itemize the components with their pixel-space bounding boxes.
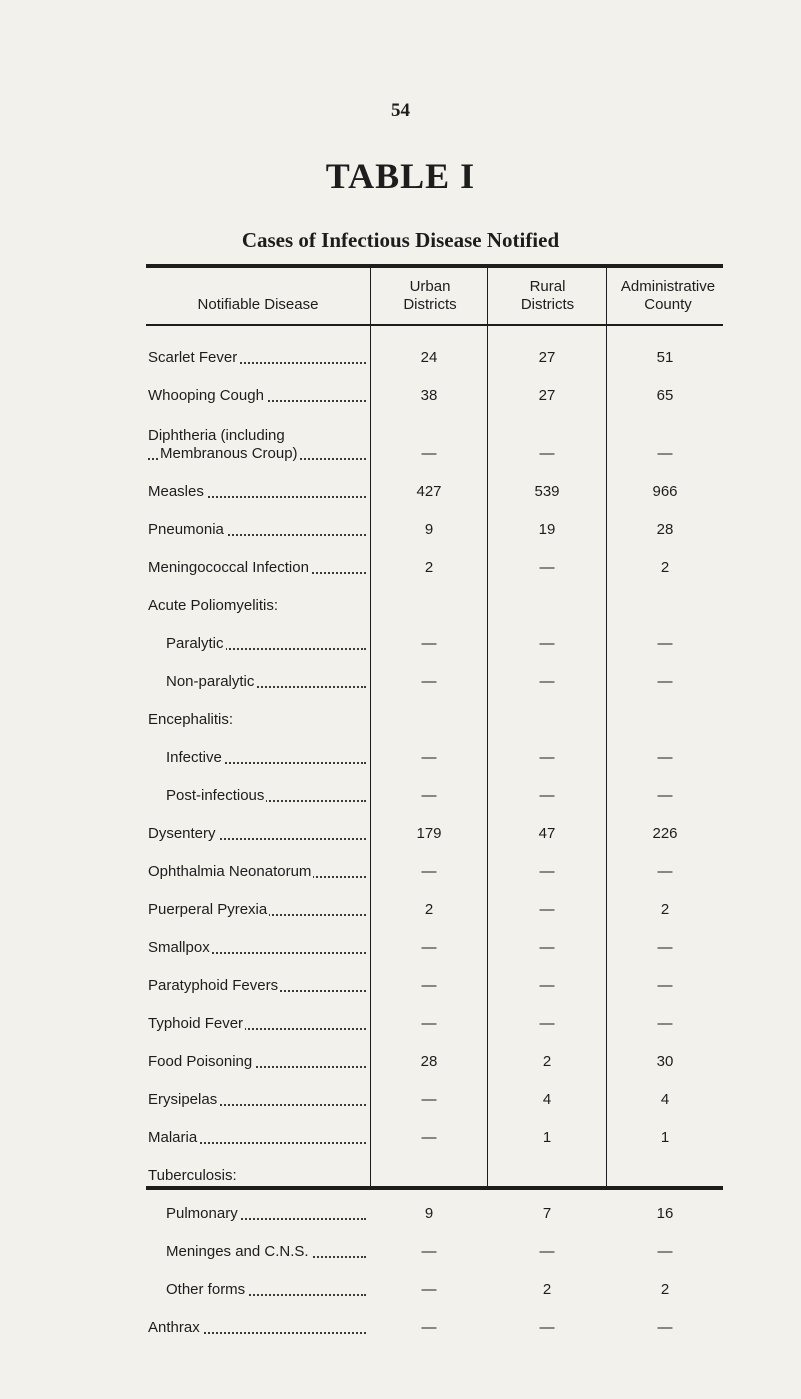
rural-value: — — [539, 673, 555, 690]
table-row — [148, 852, 723, 890]
disease-label: Anthrax — [148, 1319, 200, 1336]
urban-value: 9 — [424, 1205, 434, 1222]
rural-value: 539 — [534, 483, 560, 500]
group-heading: Acute Poliomyelitis: — [148, 597, 279, 614]
admin-county-value: 226 — [652, 825, 678, 842]
table-row — [148, 1118, 723, 1156]
urban-value: 28 — [420, 1053, 438, 1070]
admin-county-value: — — [657, 977, 673, 994]
admin-county-value: — — [657, 787, 673, 804]
table-row — [148, 548, 723, 586]
table-row — [148, 662, 723, 700]
rural-value: — — [539, 1319, 555, 1336]
disease-label: Pneumonia — [148, 521, 224, 538]
table-row — [148, 510, 723, 548]
rural-value: — — [539, 863, 555, 880]
table-row — [148, 338, 723, 376]
header-rural-line1: Rural — [529, 278, 566, 295]
header-admin-line2: County — [644, 296, 692, 313]
admin-county-value: — — [657, 635, 673, 652]
rural-value: 27 — [538, 387, 556, 404]
disease-label: Malaria — [148, 1129, 198, 1146]
admin-county-value: 65 — [656, 387, 674, 404]
rural-value: — — [539, 939, 555, 956]
rural-value: — — [539, 901, 555, 918]
disease-label: Meningococcal Infection — [148, 559, 309, 576]
admin-county-value: 4 — [660, 1091, 670, 1108]
table-row — [148, 376, 723, 414]
rural-value: 1 — [542, 1129, 552, 1146]
admin-county-value: 30 — [656, 1053, 674, 1070]
header-administrative-county — [608, 278, 728, 314]
admin-county-value: 28 — [656, 521, 674, 538]
disease-label: Post-infectious — [166, 787, 265, 804]
disease-table-body — [148, 338, 723, 1346]
header-urban-line1: Urban — [409, 278, 451, 295]
urban-value: — — [421, 939, 437, 956]
table-row — [148, 1270, 723, 1308]
table-row — [148, 890, 723, 928]
disease-label: Pulmonary — [166, 1205, 238, 1222]
table-row-heading — [148, 586, 723, 624]
table-row — [148, 414, 723, 472]
table-row-heading — [148, 700, 723, 738]
rural-value: 7 — [542, 1205, 552, 1222]
admin-county-value: — — [657, 445, 673, 462]
admin-county-value: 16 — [656, 1205, 674, 1222]
header-rural-line2: Districts — [520, 296, 575, 313]
page-number: 54 — [391, 100, 410, 121]
urban-value: — — [421, 1243, 437, 1260]
table-row — [148, 738, 723, 776]
disease-label: Typhoid Fever — [148, 1015, 244, 1032]
rural-value: 19 — [538, 521, 556, 538]
disease-label-line1: Diphtheria (including — [148, 427, 285, 444]
disease-label: Whooping Cough — [148, 387, 264, 404]
admin-county-value: — — [657, 1015, 673, 1032]
table-top-rule — [146, 264, 723, 268]
disease-label: Erysipelas — [148, 1091, 218, 1108]
header-urban-districts — [372, 278, 488, 314]
table-row — [148, 472, 723, 510]
urban-value: 427 — [416, 483, 442, 500]
admin-county-value: 2 — [660, 901, 670, 918]
rural-value: — — [539, 749, 555, 766]
table-row — [148, 1042, 723, 1080]
urban-value: 38 — [420, 387, 438, 404]
disease-label: Paratyphoid Fevers — [148, 977, 279, 994]
urban-value: — — [421, 1015, 437, 1032]
rural-value: — — [539, 445, 555, 462]
disease-label: Other forms — [166, 1281, 246, 1298]
rural-value: — — [539, 787, 555, 804]
rural-value: — — [539, 1015, 555, 1032]
table-row — [148, 928, 723, 966]
urban-value: 2 — [424, 559, 434, 576]
urban-value: 24 — [420, 349, 438, 366]
urban-value: 2 — [424, 901, 434, 918]
table-row — [148, 814, 723, 852]
urban-value: — — [421, 1129, 437, 1146]
disease-label: Smallpox — [148, 939, 210, 956]
urban-value: — — [421, 635, 437, 652]
disease-label: Food Poisoning — [148, 1053, 253, 1070]
disease-label: Non-paralytic — [166, 673, 255, 690]
urban-value: — — [421, 1319, 437, 1336]
rural-value: — — [539, 635, 555, 652]
table-row — [148, 1080, 723, 1118]
rural-value: 47 — [538, 825, 556, 842]
disease-label: Scarlet Fever — [148, 349, 238, 366]
table-row — [148, 1004, 723, 1042]
rural-value: 2 — [542, 1053, 552, 1070]
disease-label-line2: Membranous Croup) — [160, 445, 298, 462]
urban-value: — — [421, 1281, 437, 1298]
admin-county-value: 2 — [660, 559, 670, 576]
header-notifiable-disease: Notifiable Disease — [197, 296, 319, 313]
admin-county-value: — — [657, 863, 673, 880]
urban-value: 179 — [416, 825, 442, 842]
admin-county-value: — — [657, 1243, 673, 1260]
urban-value: — — [421, 977, 437, 994]
admin-county-value: — — [657, 1319, 673, 1336]
rural-value: — — [539, 1243, 555, 1260]
table-row — [148, 776, 723, 814]
urban-value: — — [421, 787, 437, 804]
admin-county-value: — — [657, 673, 673, 690]
table-row-heading — [148, 1156, 723, 1194]
urban-value: — — [421, 863, 437, 880]
admin-county-value: — — [657, 939, 673, 956]
disease-label: Dysentery — [148, 825, 216, 842]
table-row — [148, 624, 723, 662]
disease-label: Ophthalmia Neonatorum — [148, 863, 312, 880]
urban-value: — — [421, 749, 437, 766]
disease-label: Paralytic — [166, 635, 224, 652]
table-row — [148, 966, 723, 1004]
admin-county-value: 51 — [656, 349, 674, 366]
admin-county-value: 1 — [660, 1129, 670, 1146]
rural-value: 2 — [542, 1281, 552, 1298]
disease-label: Puerperal Pyrexia — [148, 901, 268, 918]
header-admin-line1: Administrative — [620, 278, 716, 295]
disease-label: Measles — [148, 483, 204, 500]
rural-value: 27 — [538, 349, 556, 366]
urban-value: 9 — [424, 521, 434, 538]
admin-county-value: 966 — [652, 483, 678, 500]
disease-label: Meninges and C.N.S. — [166, 1243, 309, 1260]
disease-label: Infective — [166, 749, 222, 766]
group-heading: Encephalitis: — [148, 711, 234, 728]
table-row — [148, 1232, 723, 1270]
table-subtitle: Cases of Infectious Disease Notified — [241, 228, 560, 252]
header-urban-line2: Districts — [403, 296, 457, 313]
urban-value: — — [421, 445, 437, 462]
rural-value: — — [539, 977, 555, 994]
table-row — [148, 1194, 723, 1232]
urban-value: — — [421, 1091, 437, 1108]
table-row — [148, 1308, 723, 1346]
urban-value: — — [421, 673, 437, 690]
header-rural-districts — [489, 278, 606, 314]
rural-value: — — [539, 559, 555, 576]
rural-value: 4 — [542, 1091, 552, 1108]
table-title: TABLE I — [325, 156, 476, 196]
table-header-rule — [146, 324, 723, 326]
group-heading: Tuberculosis: — [148, 1167, 237, 1184]
admin-county-value: — — [657, 749, 673, 766]
admin-county-value: 2 — [660, 1281, 670, 1298]
